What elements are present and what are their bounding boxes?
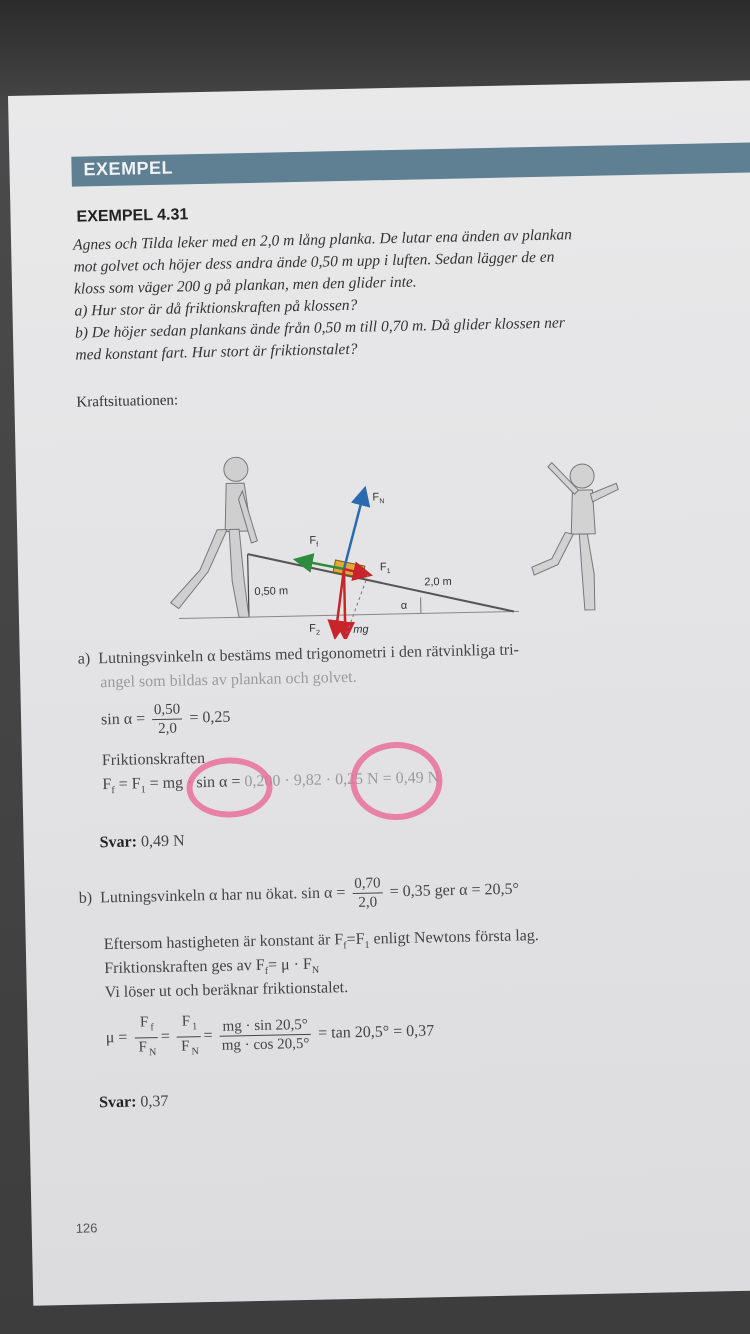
b-fraction [352, 874, 383, 912]
b3-b: = μ · F [267, 955, 313, 974]
answer-value: 0,49 N [140, 832, 185, 851]
sin-denominator: 2,0 [157, 720, 178, 737]
part-b-line4: Vi löser ut och beräknar friktionstalet. [104, 979, 349, 1002]
length-label: 2,0 m [424, 575, 452, 589]
problem-line: mot golvet och höjer dess andra ände 0,50 m upp i luften. Sedan lägger de en [73, 248, 555, 276]
problem-line: a) Hur stor är då friktionskraften på klossen? [74, 296, 358, 320]
page-number: 126 [75, 1220, 98, 1236]
force-diagram [145, 413, 630, 643]
banner-label: EXEMPEL [83, 157, 174, 180]
b2-b: =F [346, 930, 365, 949]
mu-frac-3 [219, 1016, 311, 1055]
mu-frac1-den: F [138, 1039, 148, 1056]
sin-lhs: sin α = [100, 710, 146, 729]
fr-mid: = F [118, 775, 141, 793]
b-numerator: 0,70 [352, 874, 383, 894]
part-b-line3: Friktionskraften ges av $F_f= \mu \cdot F_N$ [104, 955, 320, 978]
part-b-line1 [78, 871, 519, 917]
part-a-line1 [78, 641, 519, 668]
normal-force-arrow [342, 491, 366, 569]
problem-line: kloss som väger 200 g på plankan, men den glider inte. [73, 273, 417, 298]
b2-c: enligt Newtons första lag. [369, 927, 539, 948]
b2-a: Eftersom hastigheten är konstant är F [103, 931, 344, 954]
part-a-text: Lutningsvinkeln α bestäms med trigonometri i den rätvinkliga tri- [98, 641, 520, 668]
highlight-circle [350, 741, 444, 821]
ff-label: $F_f$ [309, 534, 319, 549]
mu-frac3-num: mg · sin 20,5° [219, 1016, 311, 1037]
problem-line: med konstant fart. Hur stort är friktionstalet? [75, 340, 358, 364]
mu-frac1-num: F [139, 1014, 149, 1031]
sin-fraction [152, 700, 183, 738]
answer-value: 0,37 [140, 1092, 169, 1111]
mu-equation: μ = $\frac{F _f}{F _N}$ = $\frac{F _1}{F _N}$ = $\frac{mg \cdot \sin 20,5^\circ}{mg \cdot \cos 20,5^\circ}$ = tan 20,5° = 0,37 [105, 1007, 434, 1063]
b3-a: Friktionskraften ges av F [104, 956, 265, 978]
answer-label: Svar: [99, 833, 138, 852]
part-b-text: Lutningsvinkeln α har nu ökat. sin α = [99, 884, 346, 907]
friction-equation: $F_f = F_1$ = mg · sin α = 0,200 · 9,82 · 0,25 N = 0,49 N [102, 769, 440, 797]
problem-line: Agnes och Tilda leker med en 2,0 m lång planka. De lutar ena änden av plankan [72, 226, 573, 254]
sin-equation [101, 699, 231, 739]
fr-f: F [102, 775, 112, 794]
part-a-marker: a) [77, 650, 91, 668]
mu-rhs: = tan 20,5° = 0,37 [318, 1022, 435, 1042]
sin-numerator: 0,50 [152, 700, 183, 720]
b-denominator: 2,0 [358, 894, 378, 911]
mu-frac-1: $\frac{F _f}{F _N}$ [134, 1013, 159, 1062]
girl-figure-right [530, 461, 621, 611]
force-situation-label: Kraftsituationen: [76, 392, 179, 411]
problem-line: b) De höjer sedan plankans ände från 0,50 m till 0,70 m. Då glider klossen ner [74, 314, 565, 342]
mu-frac2-den: F [180, 1038, 190, 1055]
fr-rest: = mg · sin α = [149, 773, 245, 793]
fr-faded: 0,200 · 9,82 · 0,25 N = 0,49 N [244, 769, 440, 791]
weight-arrow [344, 569, 345, 637]
part-a-line2: angel som bildas av plankan och golvet. [100, 668, 357, 692]
mu-frac-2: $\frac{F _1}{F _N}$ [176, 1012, 201, 1061]
mu-lhs: μ = [105, 1028, 128, 1047]
part-b-line2: Eftersom hastigheten är konstant är $F_f=F_1$ enligt Newtons första lag. [103, 927, 539, 954]
mu-frac2-num: F [181, 1013, 191, 1030]
height-label: 0,50 m [254, 585, 289, 598]
friction-label: Friktionskraften [101, 750, 206, 770]
mu-frac3-den: mg · cos 20,5° [221, 1035, 310, 1054]
answer-b [99, 1093, 169, 1112]
highlight-circle [186, 757, 273, 819]
mg-label: mg [353, 623, 369, 636]
f2-label: $F_2$ [309, 622, 321, 637]
example-title: EXEMPEL 4.31 [76, 206, 189, 226]
girl-figure-left [168, 457, 259, 619]
textbook-page [8, 80, 750, 1306]
example-banner [71, 142, 750, 187]
part-b-marker: b) [78, 889, 93, 907]
problem-text [73, 223, 636, 367]
b-result: = 0,35 ger α = 20,5° [389, 880, 520, 901]
plank [248, 549, 514, 618]
angle-label: α [400, 599, 408, 612]
floor-line [179, 611, 519, 618]
answer-a [99, 832, 184, 852]
f1-label: $F_1$ [379, 561, 391, 576]
fn-label: $F_N$ [372, 491, 385, 506]
sin-rhs: = 0,25 [189, 708, 231, 727]
answer-label: Svar: [98, 1093, 137, 1112]
